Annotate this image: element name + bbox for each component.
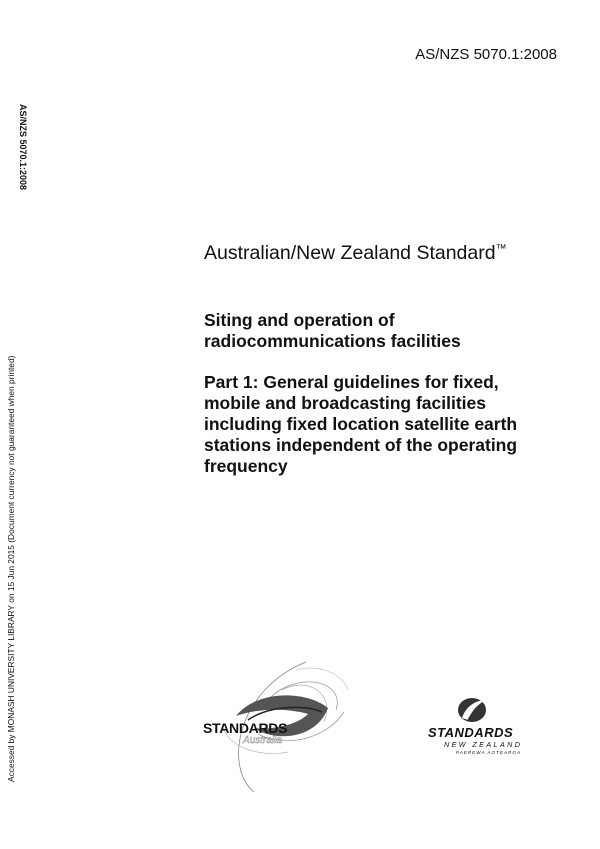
part-title: Part 1: General guidelines for fixed, mobile and broadcasting facilities including fixed location satellite earth stations independent of the operating frequency [204, 372, 518, 476]
standard-number-header: AS/NZS 5070.1:2008 [415, 46, 557, 63]
document-title: Siting and operation of radiocommunications facilities [204, 310, 461, 351]
standards-nz-country: NEW ZEALAND [444, 740, 523, 749]
standards-nz-maori: PAEREWA AOTEAROA [456, 750, 522, 755]
access-note: Accessed by MONASH UNIVERSITY LIBRARY on 15 Jun 2015 (Document currency not guaranteed when printed) [6, 355, 16, 782]
standards-australia-sub: Australia [243, 735, 282, 746]
series-title [204, 242, 507, 265]
side-standard-number: AS/NZS 5070.1:2008 [18, 104, 28, 191]
trademark-symbol: ™ [495, 243, 507, 255]
standards-australia-name: STANDARDS [203, 720, 288, 736]
standards-nz-name: STANDARDS [428, 725, 514, 740]
fern-logo-icon [452, 694, 492, 724]
series-title-text: Australian/New Zealand Standard [204, 242, 496, 264]
